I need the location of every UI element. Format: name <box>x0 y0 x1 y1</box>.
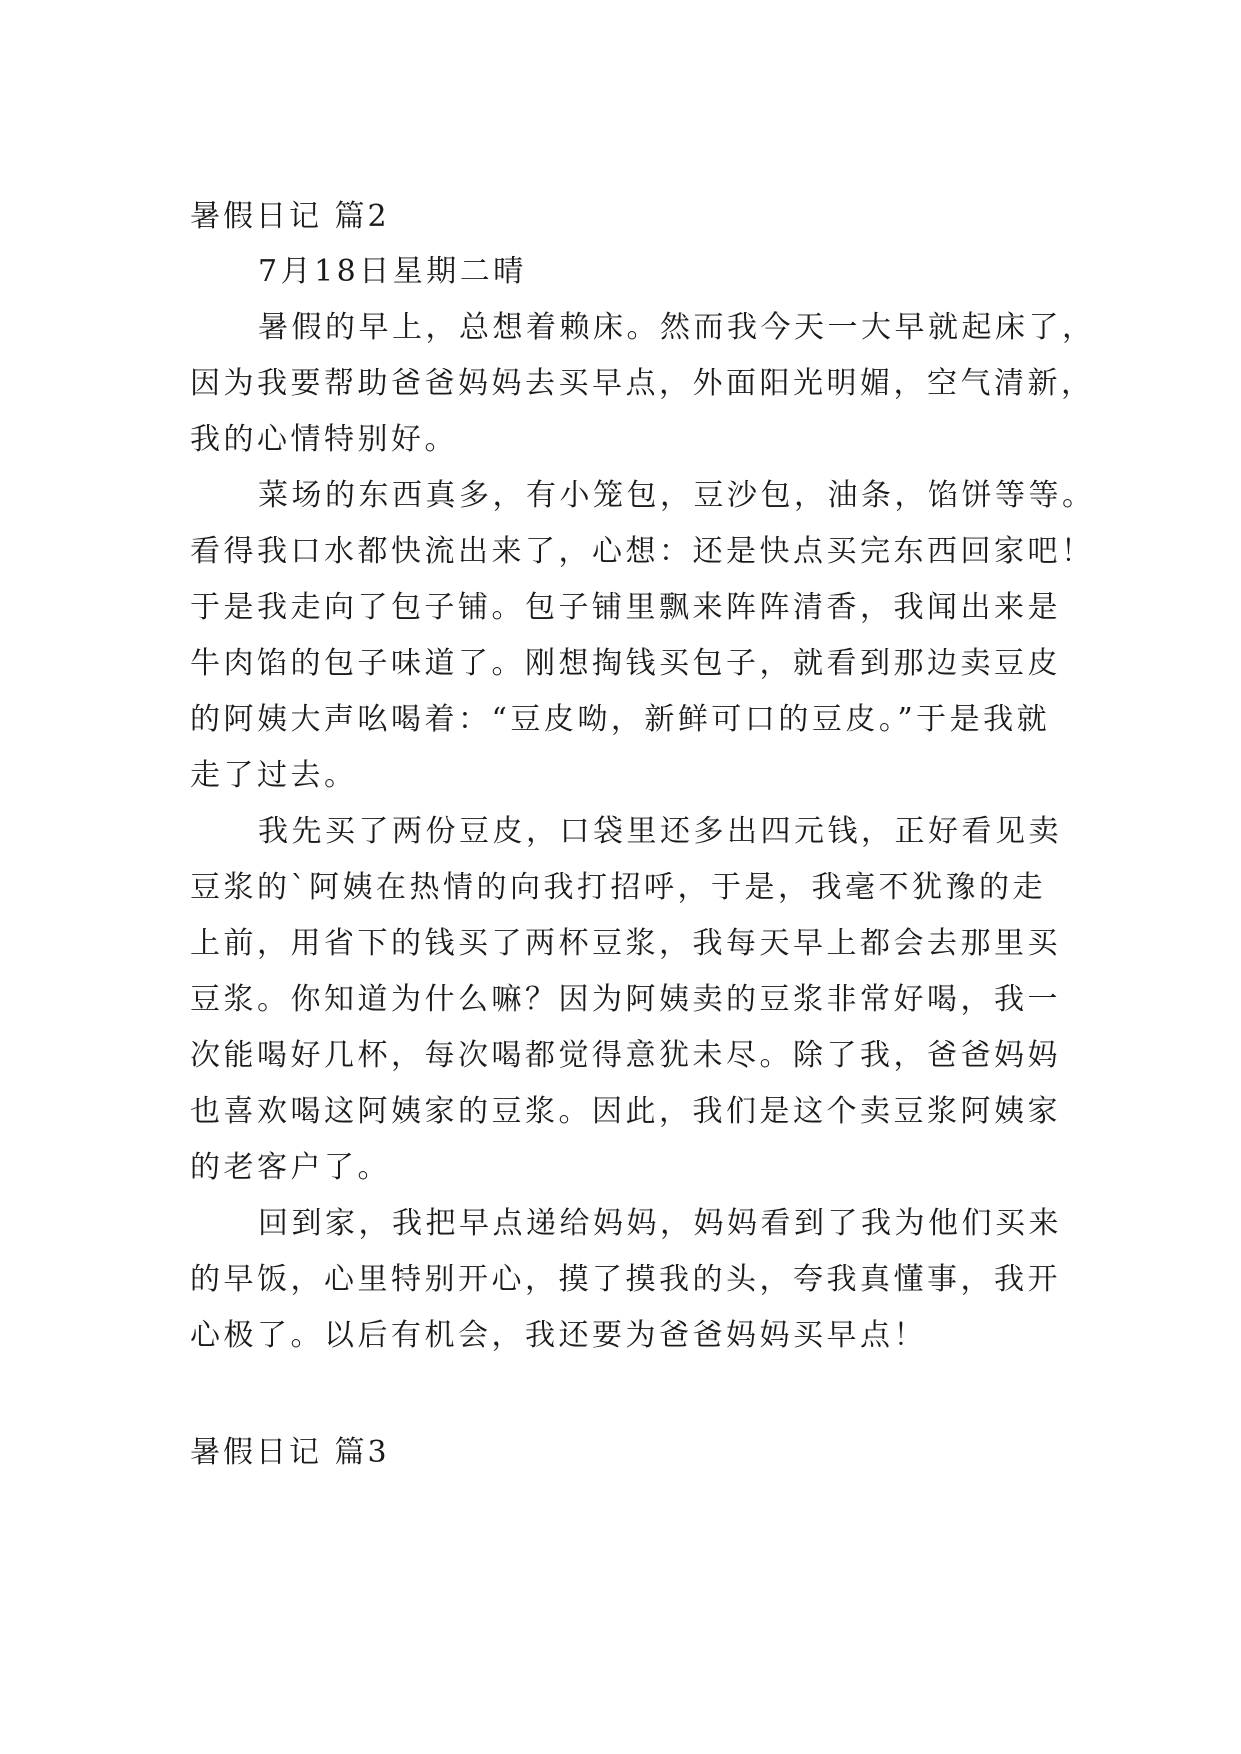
paragraph-line: 暑假的早上，总想着赖床。然而我今天一大早就起床了， <box>258 310 1096 345</box>
paragraph-line: 于是我走向了包子铺。包子铺里飘来阵阵清香，我闻出来是 <box>190 590 1061 625</box>
heading-entry-3: 暑假日记 篇3 <box>190 1435 390 1470</box>
paragraph-line: 也喜欢喝这阿姨家的豆浆。因此，我们是这个卖豆浆阿姨家 <box>190 1094 1061 1129</box>
paragraph-line: 豆浆的`阿姨在热情的向我打招呼，于是，我毫不犹豫的走 <box>190 870 1046 905</box>
paragraph-line: 的早饭，心里特别开心，摸了摸我的头，夸我真懂事，我开 <box>190 1262 1061 1297</box>
paragraph-line: 走了过去。 <box>190 758 358 793</box>
paragraph-line: 回到家，我把早点递给妈妈，妈妈看到了我为他们买来 <box>258 1206 1062 1241</box>
date-line: 7月18日星期二晴 <box>258 254 527 289</box>
paragraph-line: 上前，用省下的钱买了两杯豆浆，我每天早上都会去那里买 <box>190 926 1061 961</box>
paragraph-line: 看得我口水都快流出来了，心想：还是快点买完东西回家吧！ <box>190 534 1095 569</box>
heading-entry-2: 暑假日记 篇2 <box>190 199 390 234</box>
paragraph-line: 因为我要帮助爸爸妈妈去买早点，外面阳光明媚，空气清新， <box>190 366 1095 401</box>
paragraph-line: 次能喝好几杯，每次喝都觉得意犹未尽。除了我，爸爸妈妈 <box>190 1038 1061 1073</box>
paragraph-line: 我的心情特别好。 <box>190 422 458 457</box>
paragraph-line: 牛肉馅的包子味道了。刚想掏钱买包子，就看到那边卖豆皮 <box>190 646 1061 681</box>
paragraph-line: 菜场的东西真多，有小笼包，豆沙包，油条，馅饼等等。 <box>258 478 1096 513</box>
paragraph-line: 的老客户了。 <box>190 1150 391 1185</box>
paragraph-line: 心极了。以后有机会，我还要为爸爸妈妈买早点！ <box>190 1318 927 1353</box>
paragraph-line: 的阿姨大声吆喝着：“豆皮呦，新鲜可口的豆皮。”于是我就 <box>190 702 1051 737</box>
paragraph-line: 豆浆。你知道为什么嘛？因为阿姨卖的豆浆非常好喝，我一 <box>190 982 1061 1017</box>
paragraph-line: 我先买了两份豆皮，口袋里还多出四元钱，正好看见卖 <box>258 814 1062 849</box>
